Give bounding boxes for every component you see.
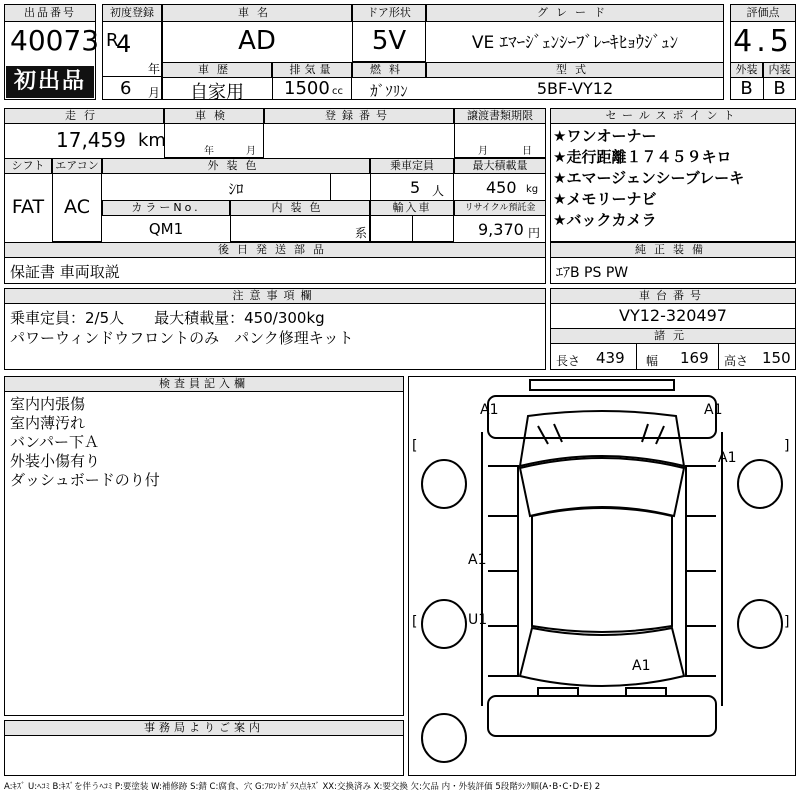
ext-grade-label: 外装 — [730, 62, 763, 78]
year-unit: 年 — [148, 62, 161, 76]
int-grade-cell — [763, 62, 796, 100]
inspector-line: 室内内張傷 — [10, 395, 86, 413]
grade-label: グレード — [426, 4, 724, 22]
inspection-label: 車検 — [164, 108, 264, 124]
mileage-label: 走行 — [4, 108, 164, 124]
car-name-label: 車名 — [162, 4, 352, 22]
inspection-month-unit: 月 — [246, 146, 256, 157]
sales-points-label: セールスポイント — [550, 108, 796, 124]
colorno-value: QM1 — [148, 220, 184, 238]
rear-right-wheel — [738, 600, 782, 648]
inspector-label: 検査員記入欄 — [4, 376, 404, 392]
displacement-value: 1500 — [284, 78, 330, 99]
recycle-label: リサイクル預託金 — [454, 200, 546, 216]
shift-value: FAT — [11, 196, 45, 218]
height-label: 高さ — [724, 354, 749, 368]
inspection-cell — [164, 108, 264, 158]
damage-mark: A1 — [468, 552, 487, 568]
recycle-value: 9,370 — [478, 220, 524, 239]
later-parts-label: 後日発送部品 — [4, 242, 546, 258]
rear-lamp-right — [626, 688, 666, 696]
height-value: 150 — [762, 349, 791, 367]
ac-label: エアコン — [52, 158, 102, 174]
mileage-unit: km — [138, 130, 166, 151]
history-value: 自家用 — [190, 82, 244, 103]
roof-outline — [532, 508, 672, 632]
equipment-label: 純正装備 — [550, 242, 796, 258]
load-label: 最大積載量 — [454, 158, 546, 174]
recycle-unit: 円 — [528, 226, 541, 240]
sales-points-list — [553, 126, 744, 231]
history-label: 車歴 — [162, 62, 272, 78]
disp-cell — [272, 62, 352, 100]
top-strip — [530, 380, 674, 390]
ext-grade-value: B — [740, 78, 753, 99]
import-sub-cell — [412, 216, 413, 242]
damage-mark: A1 — [718, 450, 737, 466]
displacement-unit: cc — [332, 86, 343, 97]
model-label: 型式 — [426, 62, 724, 78]
door-type: 5V — [371, 26, 407, 56]
inspector-notes — [10, 395, 160, 490]
transfer-month-unit: 月 — [478, 146, 488, 157]
rear-bumper — [488, 696, 716, 736]
colorno-label: カラーNo. — [102, 200, 230, 216]
month-divider — [102, 76, 162, 77]
regno-label: 登録番号 — [264, 108, 454, 124]
door-label: ドア形状 — [352, 4, 426, 22]
inspector-line: バンパー下Ａ — [10, 433, 99, 451]
load-value: 450 — [486, 178, 517, 197]
import-label: 輸入車 — [370, 200, 454, 216]
intcolor-unit: 系 — [355, 226, 368, 240]
transfer-cell — [454, 108, 546, 158]
int-grade-label: 内装 — [763, 62, 796, 78]
mileage-value: 17,459 — [56, 128, 126, 152]
later-parts-value: 保証書 車両取説 — [10, 263, 120, 281]
notes-line: パワーウィンドウフロントのみ パンク修理キット — [10, 329, 354, 347]
spare-wheel — [422, 714, 466, 762]
length-value: 439 — [596, 349, 625, 367]
shift-label: シフト — [4, 158, 52, 174]
rear-left-wheel — [422, 600, 466, 648]
intcolor-label: 内装色 — [230, 200, 370, 216]
notes-line: 乗車定員：2/5人 最大積載量：450/300kg — [10, 309, 325, 327]
month-unit: 月 — [148, 86, 161, 100]
front-bumper — [488, 396, 716, 438]
car-name: AD — [238, 26, 276, 56]
damage-mark: A1 — [632, 658, 651, 674]
bracket-mark: [ — [412, 438, 418, 454]
legend-text: A:ｷｽﾞ U:ﾍｺﾐ B:ｷｽﾞを伴うﾍｺﾐ P:要塗装 W:補修跡 S:錆 C:腐食、穴 G:ﾌﾛﾝﾄｶﾞﾗｽ点ｷｽﾞ XX:交換済み X:要交換 欠:欠品 内・外装評価 5段階ﾗﾝｸ順(A･B･C･D･E) 2 — [4, 782, 601, 792]
registration-month: 6 — [120, 78, 132, 99]
grille-right — [642, 424, 664, 444]
registration-label: 初度登録 — [102, 4, 162, 22]
damage-mark: A1 — [704, 402, 723, 418]
intcolor-cell — [230, 200, 370, 242]
capacity-label: 乗車定員 — [370, 158, 454, 174]
load-unit: kg — [526, 184, 539, 195]
bracket-mark: [ — [412, 614, 418, 630]
width-value: 169 — [680, 349, 709, 367]
registration-year: 4 — [116, 30, 132, 58]
rear-lamp-left — [538, 688, 578, 696]
width-label: 幅 — [646, 354, 659, 368]
width-divider — [718, 344, 719, 370]
rear-window — [520, 628, 684, 686]
first-listing-text: 初出品 — [13, 69, 86, 94]
dimensions-label: 諸元 — [550, 328, 796, 344]
lot-label: 出品番号 — [4, 4, 96, 22]
bracket-mark: ] — [784, 438, 790, 454]
transfer-label: 譲渡書類期限 — [454, 108, 546, 124]
era-letter: R — [106, 30, 119, 51]
grade-value: VE ｴﾏｰｼﾞｪﾝｼｰﾌﾞﾚｰｷﾋｮｳｼﾞｭﾝ — [471, 33, 679, 53]
front-left-wheel — [422, 460, 466, 508]
length-label: 長さ — [556, 354, 581, 368]
sales-point: ★走行距離１７４５９キロ — [553, 148, 732, 166]
notes-text — [10, 308, 354, 348]
sales-point: ★ワンオーナー — [553, 127, 657, 145]
office-label: 事務局よりご案内 — [4, 720, 404, 736]
sales-point: ★メモリーナビ — [553, 190, 657, 208]
color-sub-cell — [330, 174, 370, 200]
lot-number: 40073 — [10, 24, 100, 57]
bracket-mark: ] — [784, 614, 790, 630]
inspector-line: ダッシュボードのり付 — [10, 471, 160, 489]
notes-label: 注意事項欄 — [4, 288, 546, 304]
displacement-label: 排気量 — [272, 62, 352, 78]
front-right-wheel — [738, 460, 782, 508]
capacity-unit: 人 — [432, 184, 445, 198]
car-diagram — [408, 376, 796, 776]
sales-point: ★エマージェンシーブレーキ — [553, 169, 745, 187]
sales-point: ★バックカメラ — [553, 211, 657, 229]
chassis-number: VY12-320497 — [619, 306, 727, 325]
transfer-day-unit: 日 — [522, 146, 532, 157]
inspector-line: 室内薄汚れ — [10, 414, 86, 432]
ac-value: AC — [64, 196, 90, 218]
damage-mark: U1 — [468, 612, 488, 628]
model-value: 5BF-VY12 — [536, 79, 614, 98]
first-listing-badge — [6, 66, 94, 98]
inspection-year-unit: 年 — [204, 146, 214, 157]
equipment-value: ｴｱB PS PW — [556, 265, 629, 281]
capacity-value: 5 — [410, 178, 421, 197]
score-label: 評価点 — [730, 4, 796, 22]
color-label: 外装色 — [102, 158, 370, 174]
grille-left — [538, 424, 562, 444]
length-divider — [636, 344, 637, 370]
inspector-line: 外装小傷有り — [10, 452, 101, 470]
color-value: ｼﾛ — [228, 180, 244, 198]
door-cell — [352, 4, 426, 62]
int-grade-value: B — [773, 78, 786, 99]
score-value: 4.5 — [733, 24, 793, 59]
fuel-label: 燃料 — [352, 62, 426, 78]
chassis-label: 車台番号 — [550, 288, 796, 304]
fuel-value: ｶﾞｿﾘﾝ — [370, 82, 408, 100]
ac-cell — [52, 158, 102, 242]
damage-mark: A1 — [480, 402, 499, 418]
